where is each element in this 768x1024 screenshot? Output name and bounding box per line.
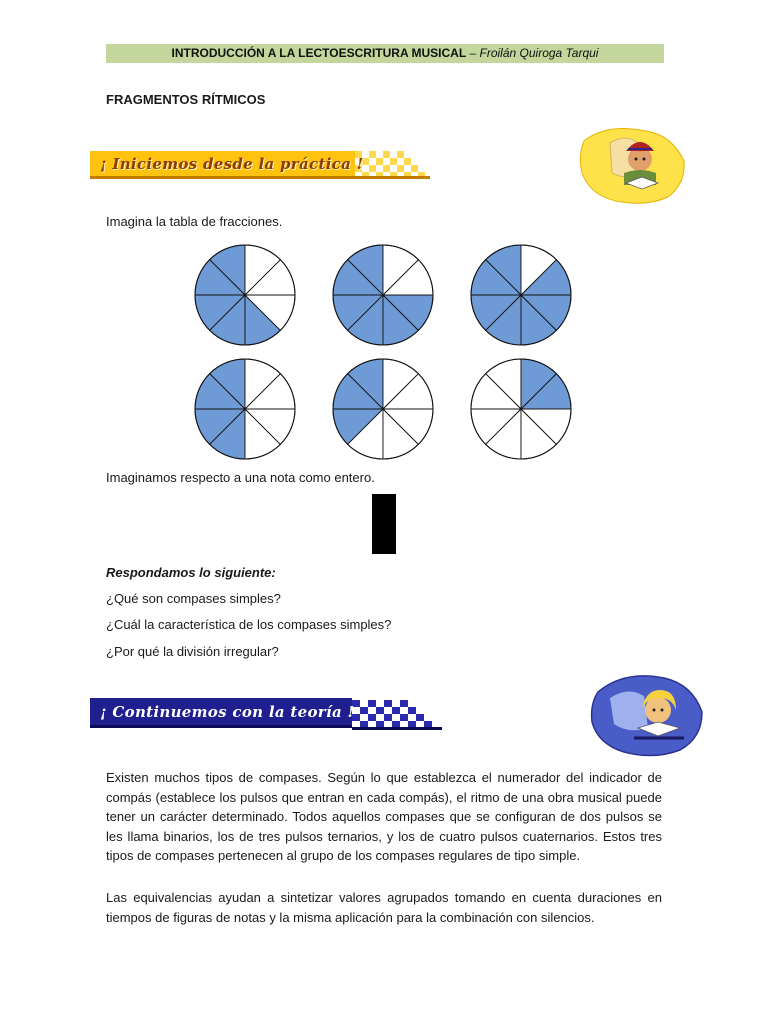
fraction-circle	[471, 359, 571, 459]
questions-heading: Respondamos lo siguiente:	[106, 565, 276, 580]
girl-reading-mascot-icon	[588, 668, 706, 760]
whole-note-text: Imaginamos respecto a una nota como entero.	[106, 470, 375, 485]
header-title: INTRODUCCIÓN A LA LECTOESCRITURA MUSICAL	[171, 46, 467, 60]
practice-banner	[90, 151, 425, 179]
header-author: Froilán Quiroga Tarqui	[479, 46, 599, 60]
fraction-circle	[195, 245, 295, 345]
theory-banner-text: ¡ Continuemos con la teoría !	[100, 703, 355, 721]
question-item: ¿Cuál la característica de los compases simples?	[106, 617, 392, 632]
theory-banner	[90, 698, 445, 726]
boy-reading-mascot-icon	[576, 121, 688, 207]
fraction-circle	[333, 245, 433, 345]
question-item: ¿Por qué la división irregular?	[106, 644, 279, 659]
document-header	[106, 44, 664, 63]
fraction-circles-figure	[190, 242, 580, 464]
fraction-circle	[333, 359, 433, 459]
section-title: FRAGMENTOS RÍTMICOS	[106, 92, 266, 107]
intro-text: Imagina la tabla de fracciones.	[106, 214, 283, 229]
theory-paragraph: Existen muchos tipos de compases. Según lo que establezca el numerador del indicador de compás (establece los pulsos que entran en cada compás), el ritmo de una obra musical puede tener un carácter determinado. Todos aquellos compases que se configuran de dos pulsos se les llama binarios, los de tres pulsos ternarios, y los de cuatro pulsos cuaternarios. Estos tres tipos de compases pertenecen al grupo de los compases regulares de tipo simple.	[106, 770, 662, 863]
fraction-circle	[471, 245, 571, 345]
question-item: ¿Qué son compases simples?	[106, 591, 281, 606]
theory-paragraph: Las equivalencias ayudan a sintetizar valores agrupados tomando en cuenta duraciones en tiempos de figuras de notas y la misma aplicación para la combinación con silencios.	[106, 890, 662, 925]
theory-banner-checker	[352, 700, 442, 730]
header-separator: –	[466, 46, 480, 60]
practice-banner-text: ¡ Iniciemos desde la práctica !	[100, 155, 364, 173]
whole-note-bar	[372, 494, 396, 554]
fraction-circle	[195, 359, 295, 459]
practice-banner-checker	[355, 151, 430, 179]
